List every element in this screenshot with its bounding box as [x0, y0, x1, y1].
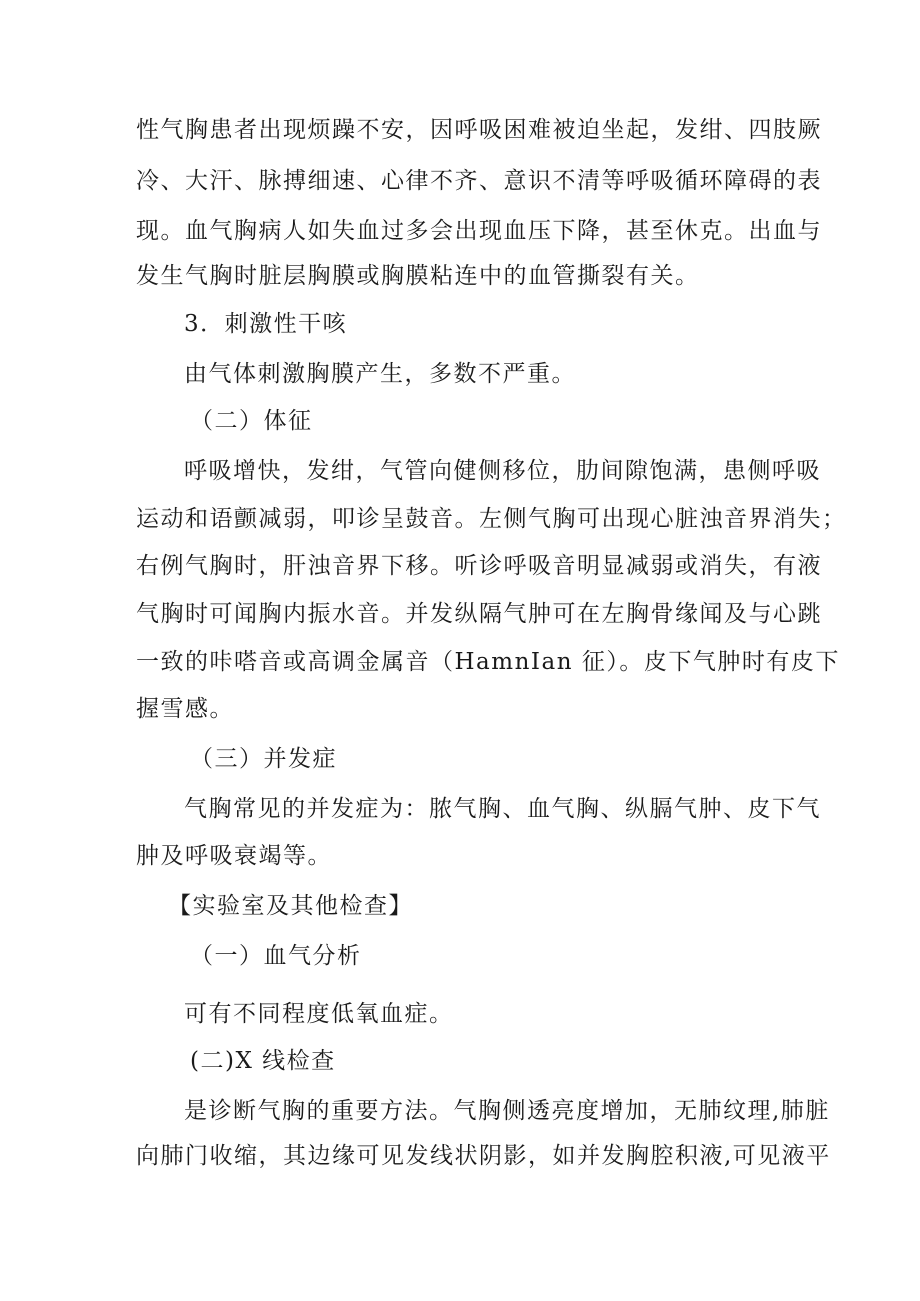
section-heading: 【实验室及其他检查】: [168, 893, 413, 919]
body-text-line: 向肺门收缩，其边缘可见发线状阴影，如并发胸腔积液,可见液平: [136, 1143, 831, 1169]
body-text-line: 发生气胸时脏层胸膜或胸膜粘连中的血管撕裂有关。: [136, 263, 700, 289]
body-text-line: 气胸时可闻胸内振水音。并发纵隔气肿可在左胸骨缘闻及与心跳: [136, 601, 822, 627]
section-heading: （三）并发症: [190, 746, 337, 772]
body-text-line: 可有不同程度低氧血症。: [184, 1001, 454, 1027]
section-heading: （二）体征: [190, 408, 313, 434]
body-text-line: 是诊断气胸的重要方法。气胸侧透亮度增加，无肺纹理,肺脏: [184, 1098, 830, 1124]
body-text-line: 由气体刺激胸膜产生，多数不严重。: [184, 361, 576, 387]
body-text-line: 性气胸患者出现烦躁不安，因呼吸困难被迫坐起，发绀、四肢厥: [136, 117, 822, 143]
body-text-line: 冷、大汗、脉搏细速、心律不齐、意识不清等呼吸循环障碍的表: [136, 168, 822, 194]
body-text-line: 肿及呼吸衰竭等。: [136, 843, 332, 869]
section-heading: (二)X 线检查: [190, 1048, 336, 1074]
section-heading: （一）血气分析: [190, 943, 362, 969]
body-text-line: 握雪感。: [136, 696, 234, 722]
body-text-line: 运动和语颤减弱，叩诊呈鼓音。左侧气胸可出现心脏浊音界消失；: [136, 506, 847, 532]
body-text-line: 气胸常见的并发症为：脓气胸、血气胸、纵膈气肿、皮下气: [184, 796, 821, 822]
body-text-line: 呼吸增快，发绀，气管向健侧移位，肋间隙饱满，患侧呼吸: [184, 458, 821, 484]
body-text-line: 现。血气胸病人如失血过多会出现血压下降，甚至休克。出血与: [136, 218, 822, 244]
body-text-line: 右例气胸时，肝浊音界下移。听诊呼吸音明显减弱或消失，有液: [136, 553, 822, 579]
section-heading: 3．刺激性干咳: [184, 311, 348, 337]
body-text-line: 一致的咔嗒音或高调金属音（HamnIan 征）。皮下气肿时有皮下: [136, 649, 840, 675]
